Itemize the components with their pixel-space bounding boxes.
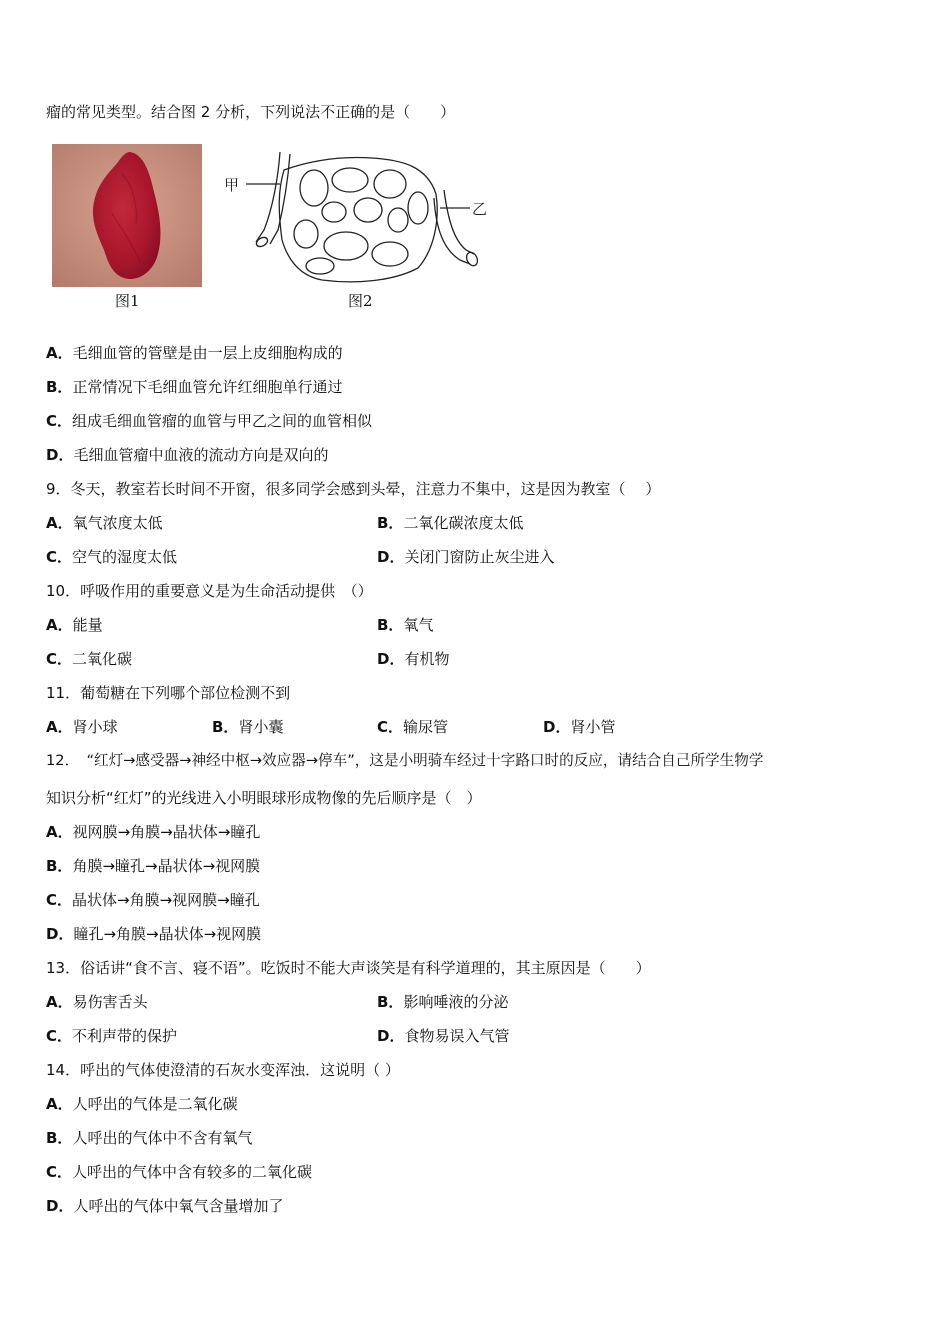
q12-option-b: B．角膜→瞳孔→晶状体→视网膜: [46, 857, 261, 875]
q9-option-b: B．二氧化碳浓度太低: [377, 514, 524, 532]
q13-option-a: A．易伤害舌头: [46, 993, 148, 1011]
q13-option-d: D．食物易误入气管: [377, 1027, 510, 1045]
q8-option-c: C．组成毛细血管瘤的血管与甲乙之间的血管相似: [46, 412, 373, 430]
q10-option-a: A．能量: [46, 616, 103, 634]
q11-option-b: B．肾小囊: [212, 718, 284, 736]
q12-stem-line2: 知识分析“红灯”的光线进入小明眼球形成物像的先后顺序是（ ）: [46, 789, 482, 807]
q8-option-b: B．正常情况下毛细血管允许红细胞单行通过: [46, 378, 343, 396]
q11-option-c: C．输尿管: [377, 718, 449, 736]
q12-option-d: D．瞳孔→角膜→晶状体→视网膜: [46, 925, 262, 943]
q14-stem: 14．呼出的气体使澄清的石灰水变浑浊．这说明（ ）: [46, 1061, 400, 1079]
q12-option-a: A．视网膜→角膜→晶状体→瞳孔: [46, 823, 261, 841]
q10-option-b: B．氧气: [377, 616, 434, 634]
label-yi: 乙: [472, 200, 488, 218]
q12-option-c: C．晶状体→角膜→视网膜→瞳孔: [46, 891, 260, 909]
q10-stem: 10．呼吸作用的重要意义是为生命活动提供 （）: [46, 582, 373, 600]
q9-option-a: A．氧气浓度太低: [46, 514, 163, 532]
q8-option-d: D．毛细血管瘤中血液的流动方向是双向的: [46, 446, 329, 464]
q12-stem-line1: 12． “红灯→感受器→神经中枢→效应器→停车”，这是小明骑车经过十字路口时的反应，请结合自己所学生物学: [46, 752, 764, 769]
q11-option-d: D．肾小管: [543, 718, 616, 736]
q14-option-a: A．人呼出的气体是二氧化碳: [46, 1095, 238, 1113]
q10-option-c: C．二氧化碳: [46, 650, 133, 668]
hemangioma-photo: [52, 144, 202, 287]
q8-option-a: A．毛细血管的管壁是由一层上皮细胞构成的: [46, 344, 343, 362]
q13-stem: 13．俗话讲“食不言、寝不语”。吃饭时不能大声谈笑是有科学道理的，其主原因是（ ）: [46, 959, 651, 977]
figure2-caption: 图2: [348, 292, 373, 310]
q11-option-a: A．肾小球: [46, 718, 118, 736]
q14-option-b: B．人呼出的气体中不含有氧气: [46, 1129, 253, 1147]
q13-option-b: B．影响唾液的分泌: [377, 993, 509, 1011]
capillary-network-diagram: [222, 150, 494, 290]
figure1-caption: 图1: [115, 292, 140, 310]
q9-stem: 9．冬天，教室若长时间不开窗，很多同学会感到头晕，注意力不集中，这是因为教室（ ）: [46, 480, 661, 498]
q13-option-c: C．不利声带的保护: [46, 1027, 178, 1045]
q14-option-d: D．人呼出的气体中氧气含量增加了: [46, 1197, 284, 1215]
q9-option-c: C．空气的湿度太低: [46, 548, 178, 566]
label-jia: 甲: [224, 176, 240, 194]
q14-option-c: C．人呼出的气体中含有较多的二氧化碳: [46, 1163, 313, 1181]
q10-option-d: D．有机物: [377, 650, 450, 668]
q9-option-d: D．关闭门窗防止灰尘进入: [377, 548, 555, 566]
question-stem-continued: 瘤的常见类型。结合图 2 分析，下列说法不正确的是（ ）: [46, 103, 456, 121]
q11-stem: 11．葡萄糖在下列哪个部位检测不到: [46, 684, 291, 702]
